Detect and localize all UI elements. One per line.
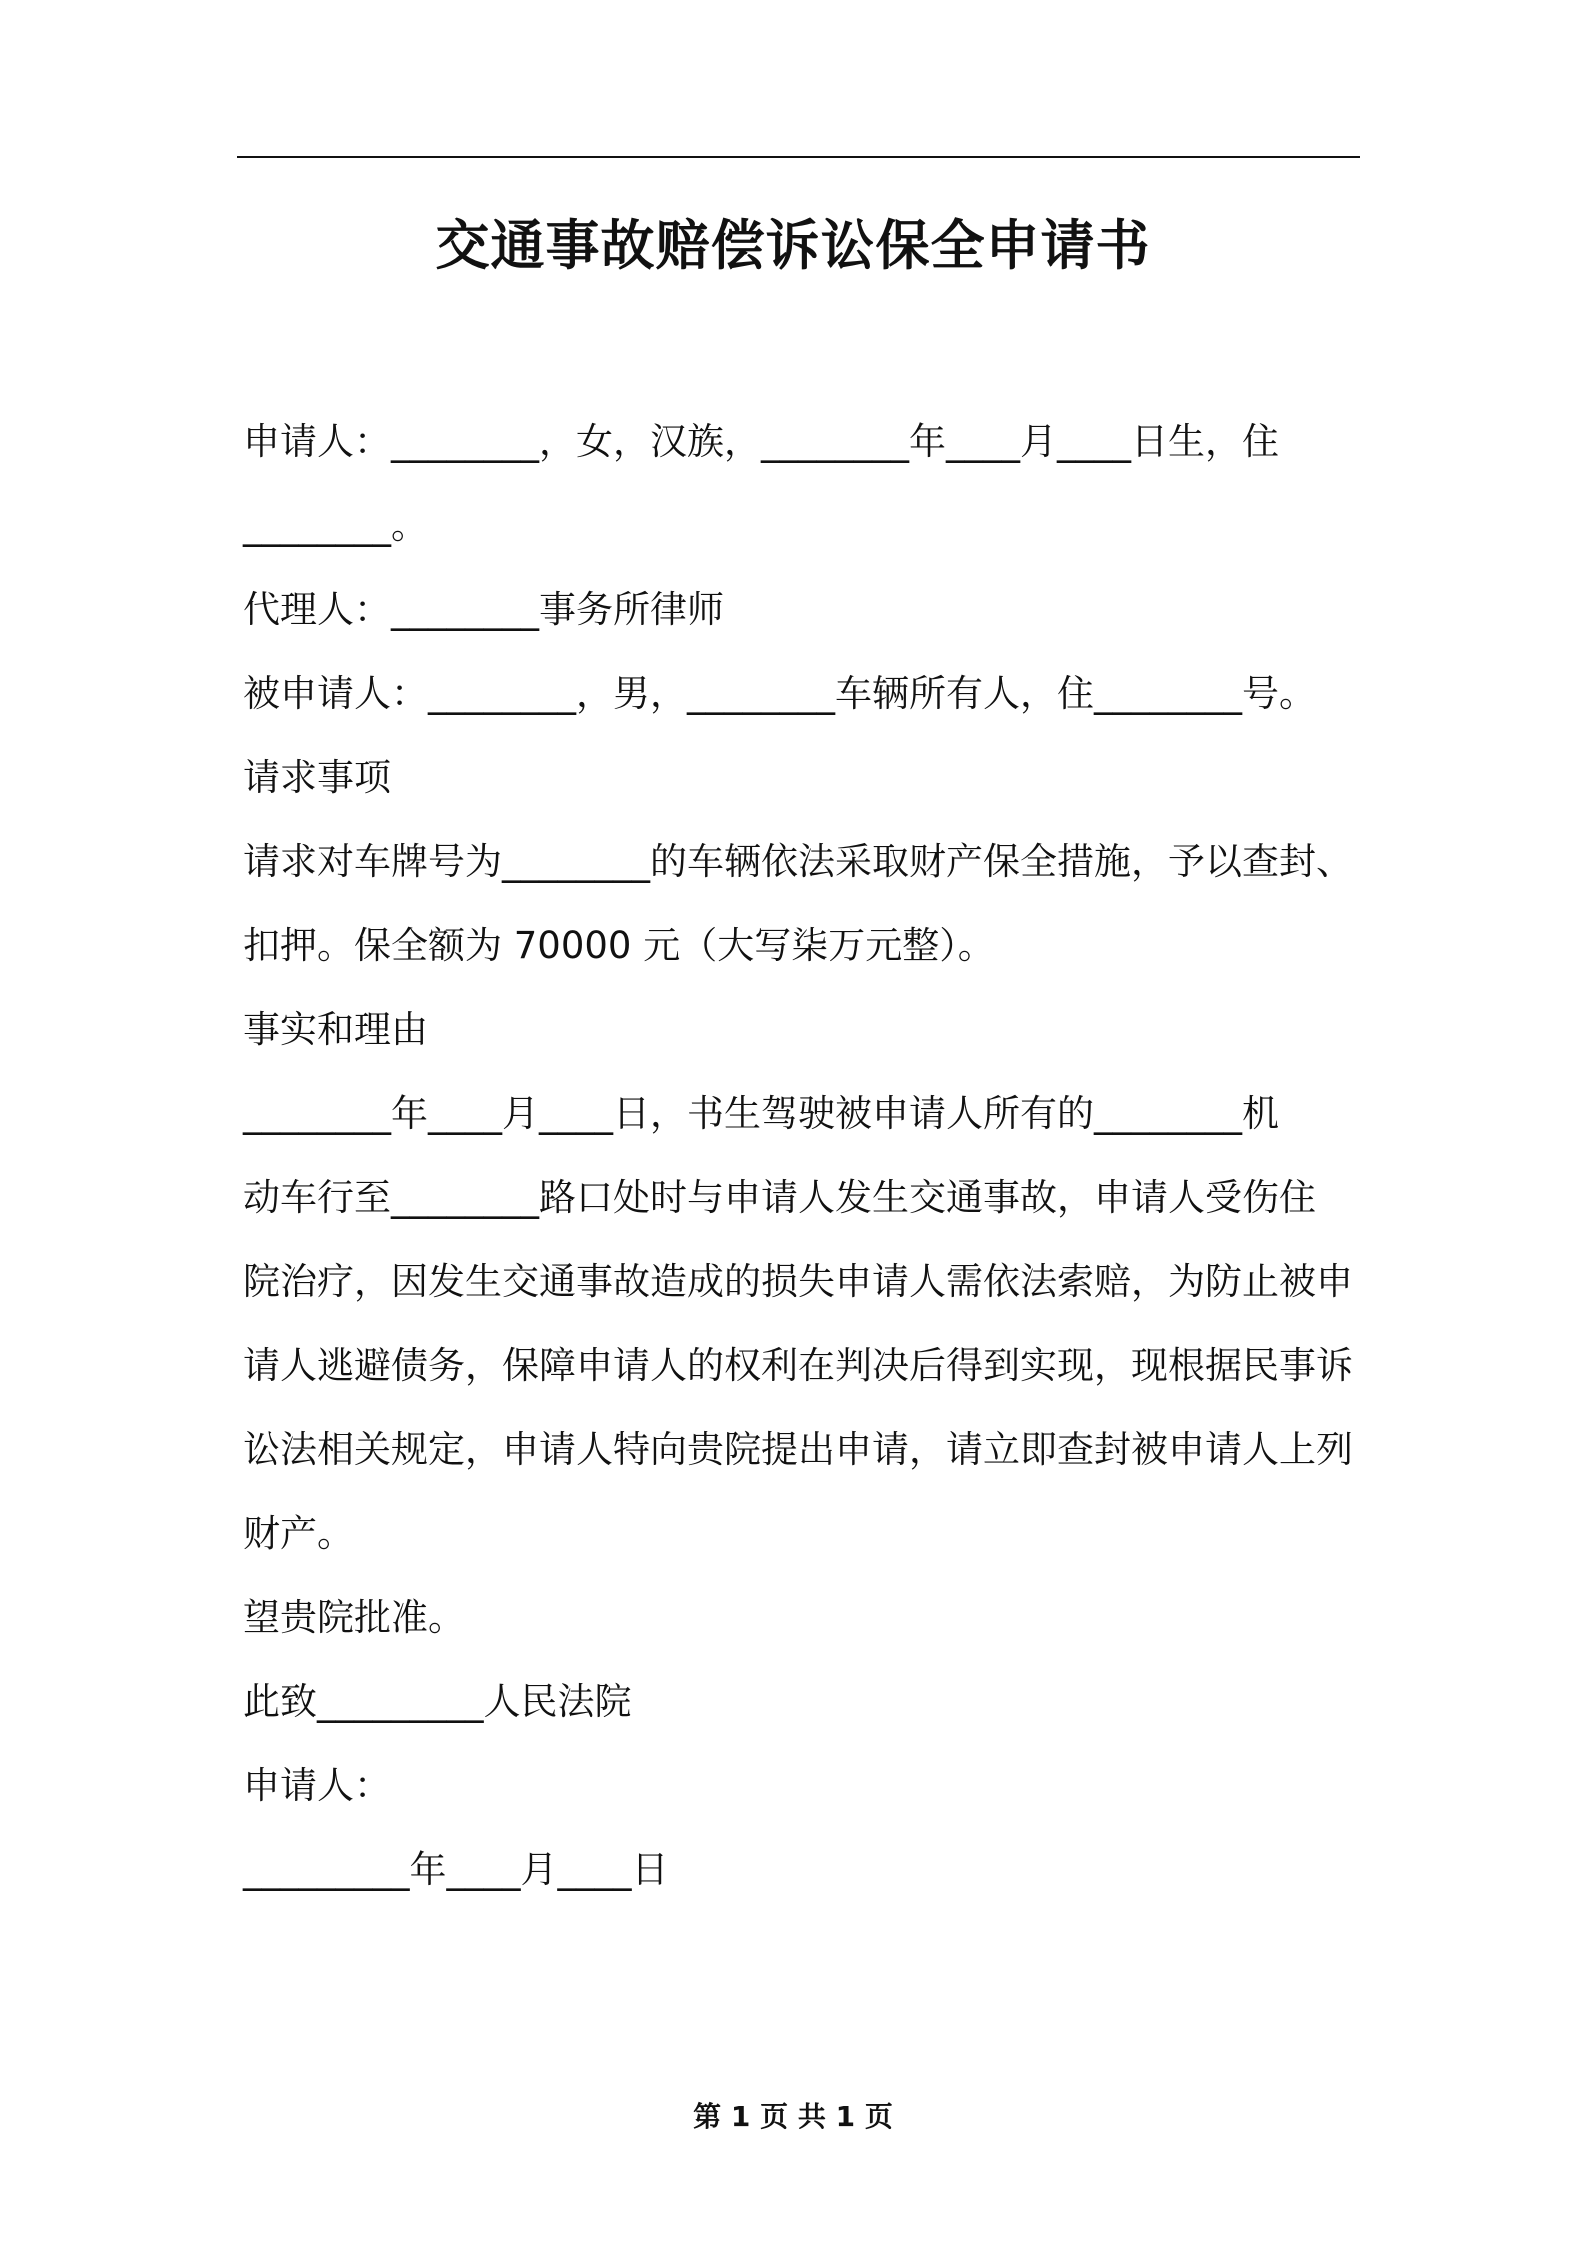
- facts-line-3: 院治疗，因发生交通事故造成的损失申请人需依法索赔，为防止被申: [243, 1260, 1353, 1303]
- addressee-line: 此致_________人民法院: [243, 1680, 632, 1723]
- document-body: [243, 400, 1358, 1912]
- facts-line-2: 动车行至________路口处时与申请人发生交通事故，申请人受伤住: [243, 1176, 1316, 1219]
- request-approval-line: 望贵院批准。: [243, 1596, 465, 1639]
- claims-heading: 请求事项: [243, 756, 391, 799]
- signature-date-line: _________年____月____日: [243, 1848, 669, 1891]
- agent-line: 代理人：________事务所律师: [243, 588, 724, 631]
- signature-applicant-line: 申请人：: [243, 1764, 391, 1807]
- facts-line-6: 财产。: [243, 1512, 354, 1555]
- applicant-line-1: 申请人：________，女，汉族，________年____月____日生，住: [243, 420, 1279, 463]
- facts-heading: 事实和理由: [243, 1008, 428, 1051]
- claims-line-2: 扣押。保全额为 70000 元（大写柒万元整）。: [243, 924, 995, 967]
- applicant-line-2: ________。: [243, 504, 428, 547]
- header-rule: [237, 156, 1360, 158]
- document-title: 交通事故赔偿诉讼保全申请书: [435, 214, 1151, 277]
- claims-line-1: 请求对车牌号为________的车辆依法采取财产保全措施，予以查封、: [243, 840, 1353, 883]
- respondent-line: 被申请人：________，男，________车辆所有人，住________号。: [243, 672, 1316, 715]
- page-number-footer: 第 1 页 共 1 页: [693, 2100, 893, 2133]
- facts-line-1: ________年____月____日，书生驾驶被申请人所有的________机: [243, 1092, 1279, 1135]
- facts-line-5: 讼法相关规定，申请人特向贵院提出申请，请立即查封被申请人上列: [243, 1428, 1353, 1471]
- facts-line-4: 请人逃避债务，保障申请人的权利在判决后得到实现，现根据民事诉: [243, 1344, 1353, 1387]
